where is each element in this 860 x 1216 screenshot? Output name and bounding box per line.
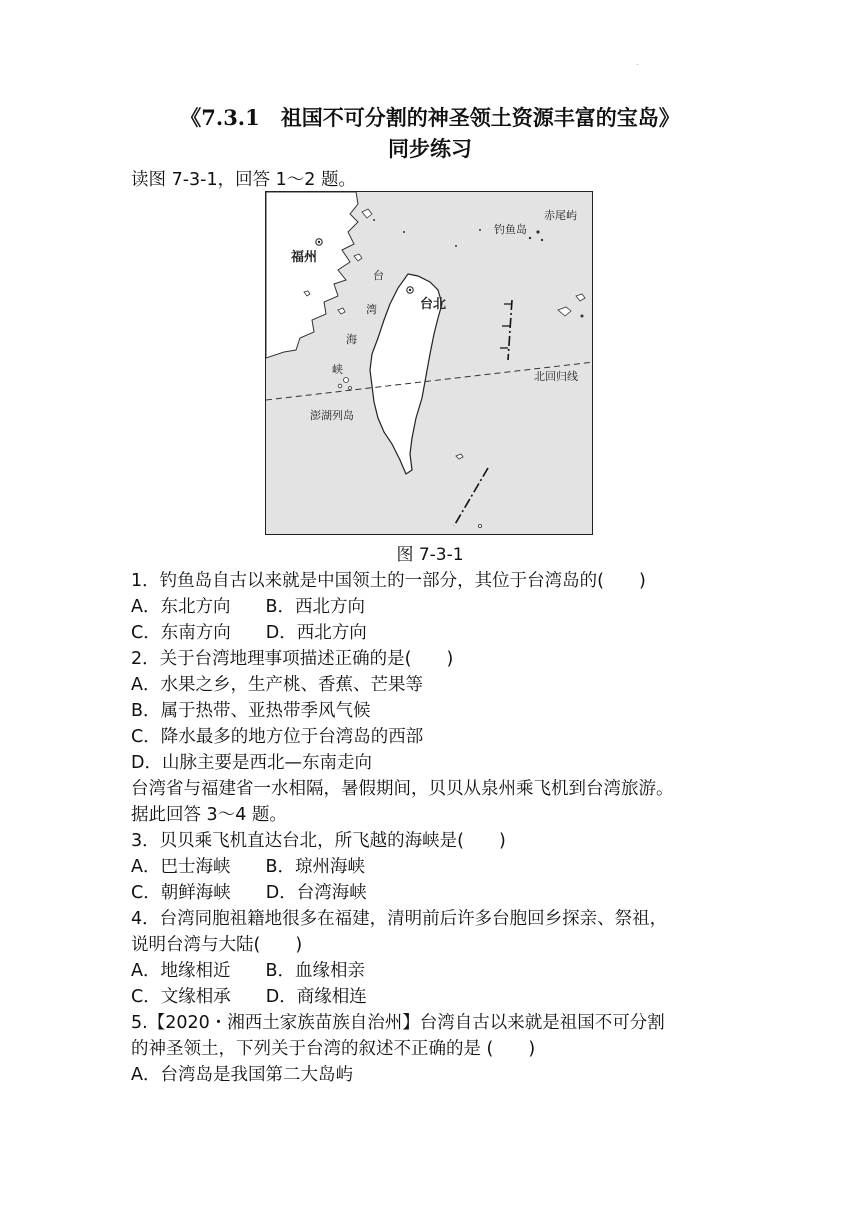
question-line: A．台湾岛是我国第二大岛屿 — [131, 1065, 353, 1085]
mainland-coast — [266, 192, 358, 358]
label-fuzhou: 福州 — [291, 250, 318, 265]
question-line: 5.【2020・湘西土家族苗族自治州】台湾自古以来就是祖国不可分割 — [131, 1013, 665, 1033]
question-line: 说明台湾与大陆( ) — [131, 935, 303, 955]
question-line: C．文缘相承 D．商缘相连 — [131, 987, 367, 1007]
question-line: 3．贝贝乘飞机直达台北，所飞越的海峡是( ) — [131, 831, 506, 851]
label-diaoyu: 钓鱼岛 — [494, 223, 527, 236]
question-line: 1．钓鱼岛自古以来就是中国领土的一部分，其位于台湾岛的( ) — [131, 571, 646, 591]
label-chiwei: 赤尾屿 — [544, 209, 577, 222]
page-subtitle: 同步练习 — [388, 136, 472, 161]
question-line: A．巴士海峡 B．琼州海峡 — [131, 857, 365, 877]
question-line: A．水果之乡，生产桃、香蕉、芒果等 — [131, 675, 423, 695]
intro-text: 读图 7-3-1，回答 1～2 题。 — [131, 170, 356, 190]
question-line: C．降水最多的地方位于台湾岛的西部 — [131, 727, 424, 747]
taiwan-map — [265, 191, 593, 535]
label-penghu: 澎湖列岛 — [310, 409, 354, 422]
question-line: 4．台湾同胞祖籍地很多在福建，清明前后许多台胞回乡探亲、祭祖， — [131, 909, 668, 929]
label-tropic: 北回归线 — [534, 370, 578, 383]
corner-mark: . — [636, 58, 639, 67]
figure-caption: 图 7-3-1 — [396, 545, 464, 565]
label-strait-4: 峡 — [332, 363, 343, 376]
question-line: 据此回答 3～4 题。 — [131, 805, 287, 825]
question-line: 台湾省与福建省一水相隔，暑假期间，贝贝从泉州乘飞机到台湾旅游。 — [131, 779, 674, 799]
map-drawing — [266, 192, 593, 535]
label-taipei: 台北 — [420, 297, 447, 312]
label-strait-2: 湾 — [366, 303, 377, 316]
question-line: C．朝鲜海峡 D．台湾海峡 — [131, 883, 367, 903]
label-strait-3: 海 — [346, 333, 357, 346]
question-line: A．东北方向 B．西北方向 — [131, 597, 365, 617]
question-line: 2．关于台湾地理事项描述正确的是( ) — [131, 649, 454, 669]
question-line: D．山脉主要是西北—东南走向 — [131, 753, 372, 773]
question-line: C．东南方向 D．西北方向 — [131, 623, 367, 643]
question-line: A．地缘相近 B．血缘相亲 — [131, 961, 365, 981]
question-line: 的神圣领土，下列关于台湾的叙述不正确的是 ( ) — [131, 1039, 536, 1059]
label-strait-1: 台 — [373, 269, 384, 282]
question-line: B．属于热带、亚热带季风气候 — [131, 701, 371, 721]
page-title: 《7.3.1 祖国不可分割的神圣领土资源丰富的宝岛》 — [180, 105, 680, 130]
